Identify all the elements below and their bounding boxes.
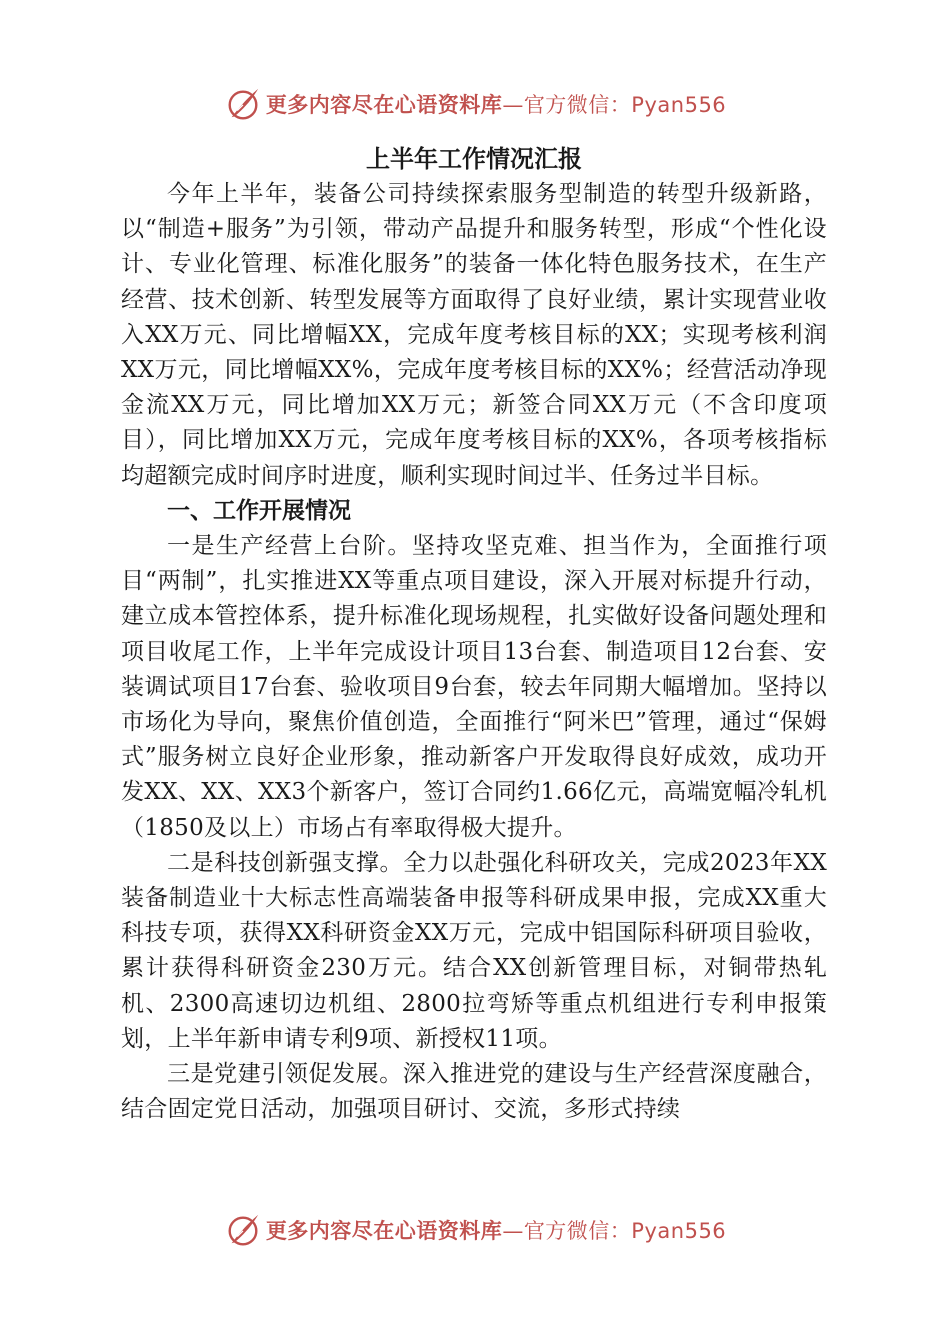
paragraph-innovation: 二是科技创新强支撑。全力以赴强化科研攻关，完成2023年XX装备制造业十大标志性高端装备申报等科研成果申报，完成XX重大科技专项，获得XX科研资金XX万元，完成中铝国际科研项目验收，累计获得科研资金230万元。结合XX创新管理目标，对铜带热轧机、2300高速切边机组、2800拉弯矫等重点机组进行专利申报策划，上半年新申请专利9项、新授权11项。 [121,849,827,1052]
document-body [121,141,827,1127]
quill-logo-icon [224,85,262,123]
quill-logo-icon [224,1211,262,1249]
watermark-banner-top [0,82,950,126]
watermark-sub-text: —官方微信：Pyan556 [502,93,727,117]
paragraph-party-building: 三是党建引领促发展。深入推进党的建设与生产经营深度融合，结合固定党日活动，加强项目研讨、交流，多形式持续 [121,1061,827,1123]
document-title: 上半年工作情况汇报 [366,145,582,173]
watermark-banner-bottom [0,1208,950,1252]
watermark-sub-text: —官方微信：Pyan556 [502,1219,727,1243]
watermark-main-text: 更多内容尽在心语资料库 [265,1218,503,1243]
section-heading: 一、工作开展情况 [167,497,351,524]
paragraph-production: 一是生产经营上台阶。坚持攻坚克难、担当作为，全面推行项目“两制”，扎实推进XX等重点项目建设，深入开展对标提升行动，建立成本管控体系，提升标准化现场规程，扎实做好设备问题处理和项目收尾工作，上半年完成设计项目13台套、制造项目12台套、安装调试项目17台套、验收项目9台套，较去年同期大幅增加。坚持以市场化为导向，聚焦价值创造，全面推行“阿米巴”管理，通过“保姆式”服务树立良好企业形象，推动新客户开发取得良好成效，成功开发XX、XX、XX3个新客户，签订合同约1.66亿元，高端宽幅冷轧机（1850及以上）市场占有率取得极大提升。 [121,533,827,841]
intro-paragraph: 今年上半年，装备公司持续探索服务型制造的转型升级新路，以“制造+服务”为引领，带动产品提升和服务转型，形成“个性化设计、专业化管理、标准化服务”的装备一体化特色服务技术，在生产经营、技术创新、转型发展等方面取得了良好业绩，累计实现营业收入XX万元、同比增幅XX，完成年度考核目标的XX；实现考核利润XX万元，同比增幅XX%，完成年度考核目标的XX%；经营活动净现金流XX万元，同比增加XX万元；新签合同XX万元（不含印度项目），同比增加XX万元，完成年度考核目标的XX%，各项考核指标均超额完成时间序时进度，顺利实现时间过半、任务过半目标。 [121,181,827,489]
watermark-main-text: 更多内容尽在心语资料库 [265,92,503,117]
